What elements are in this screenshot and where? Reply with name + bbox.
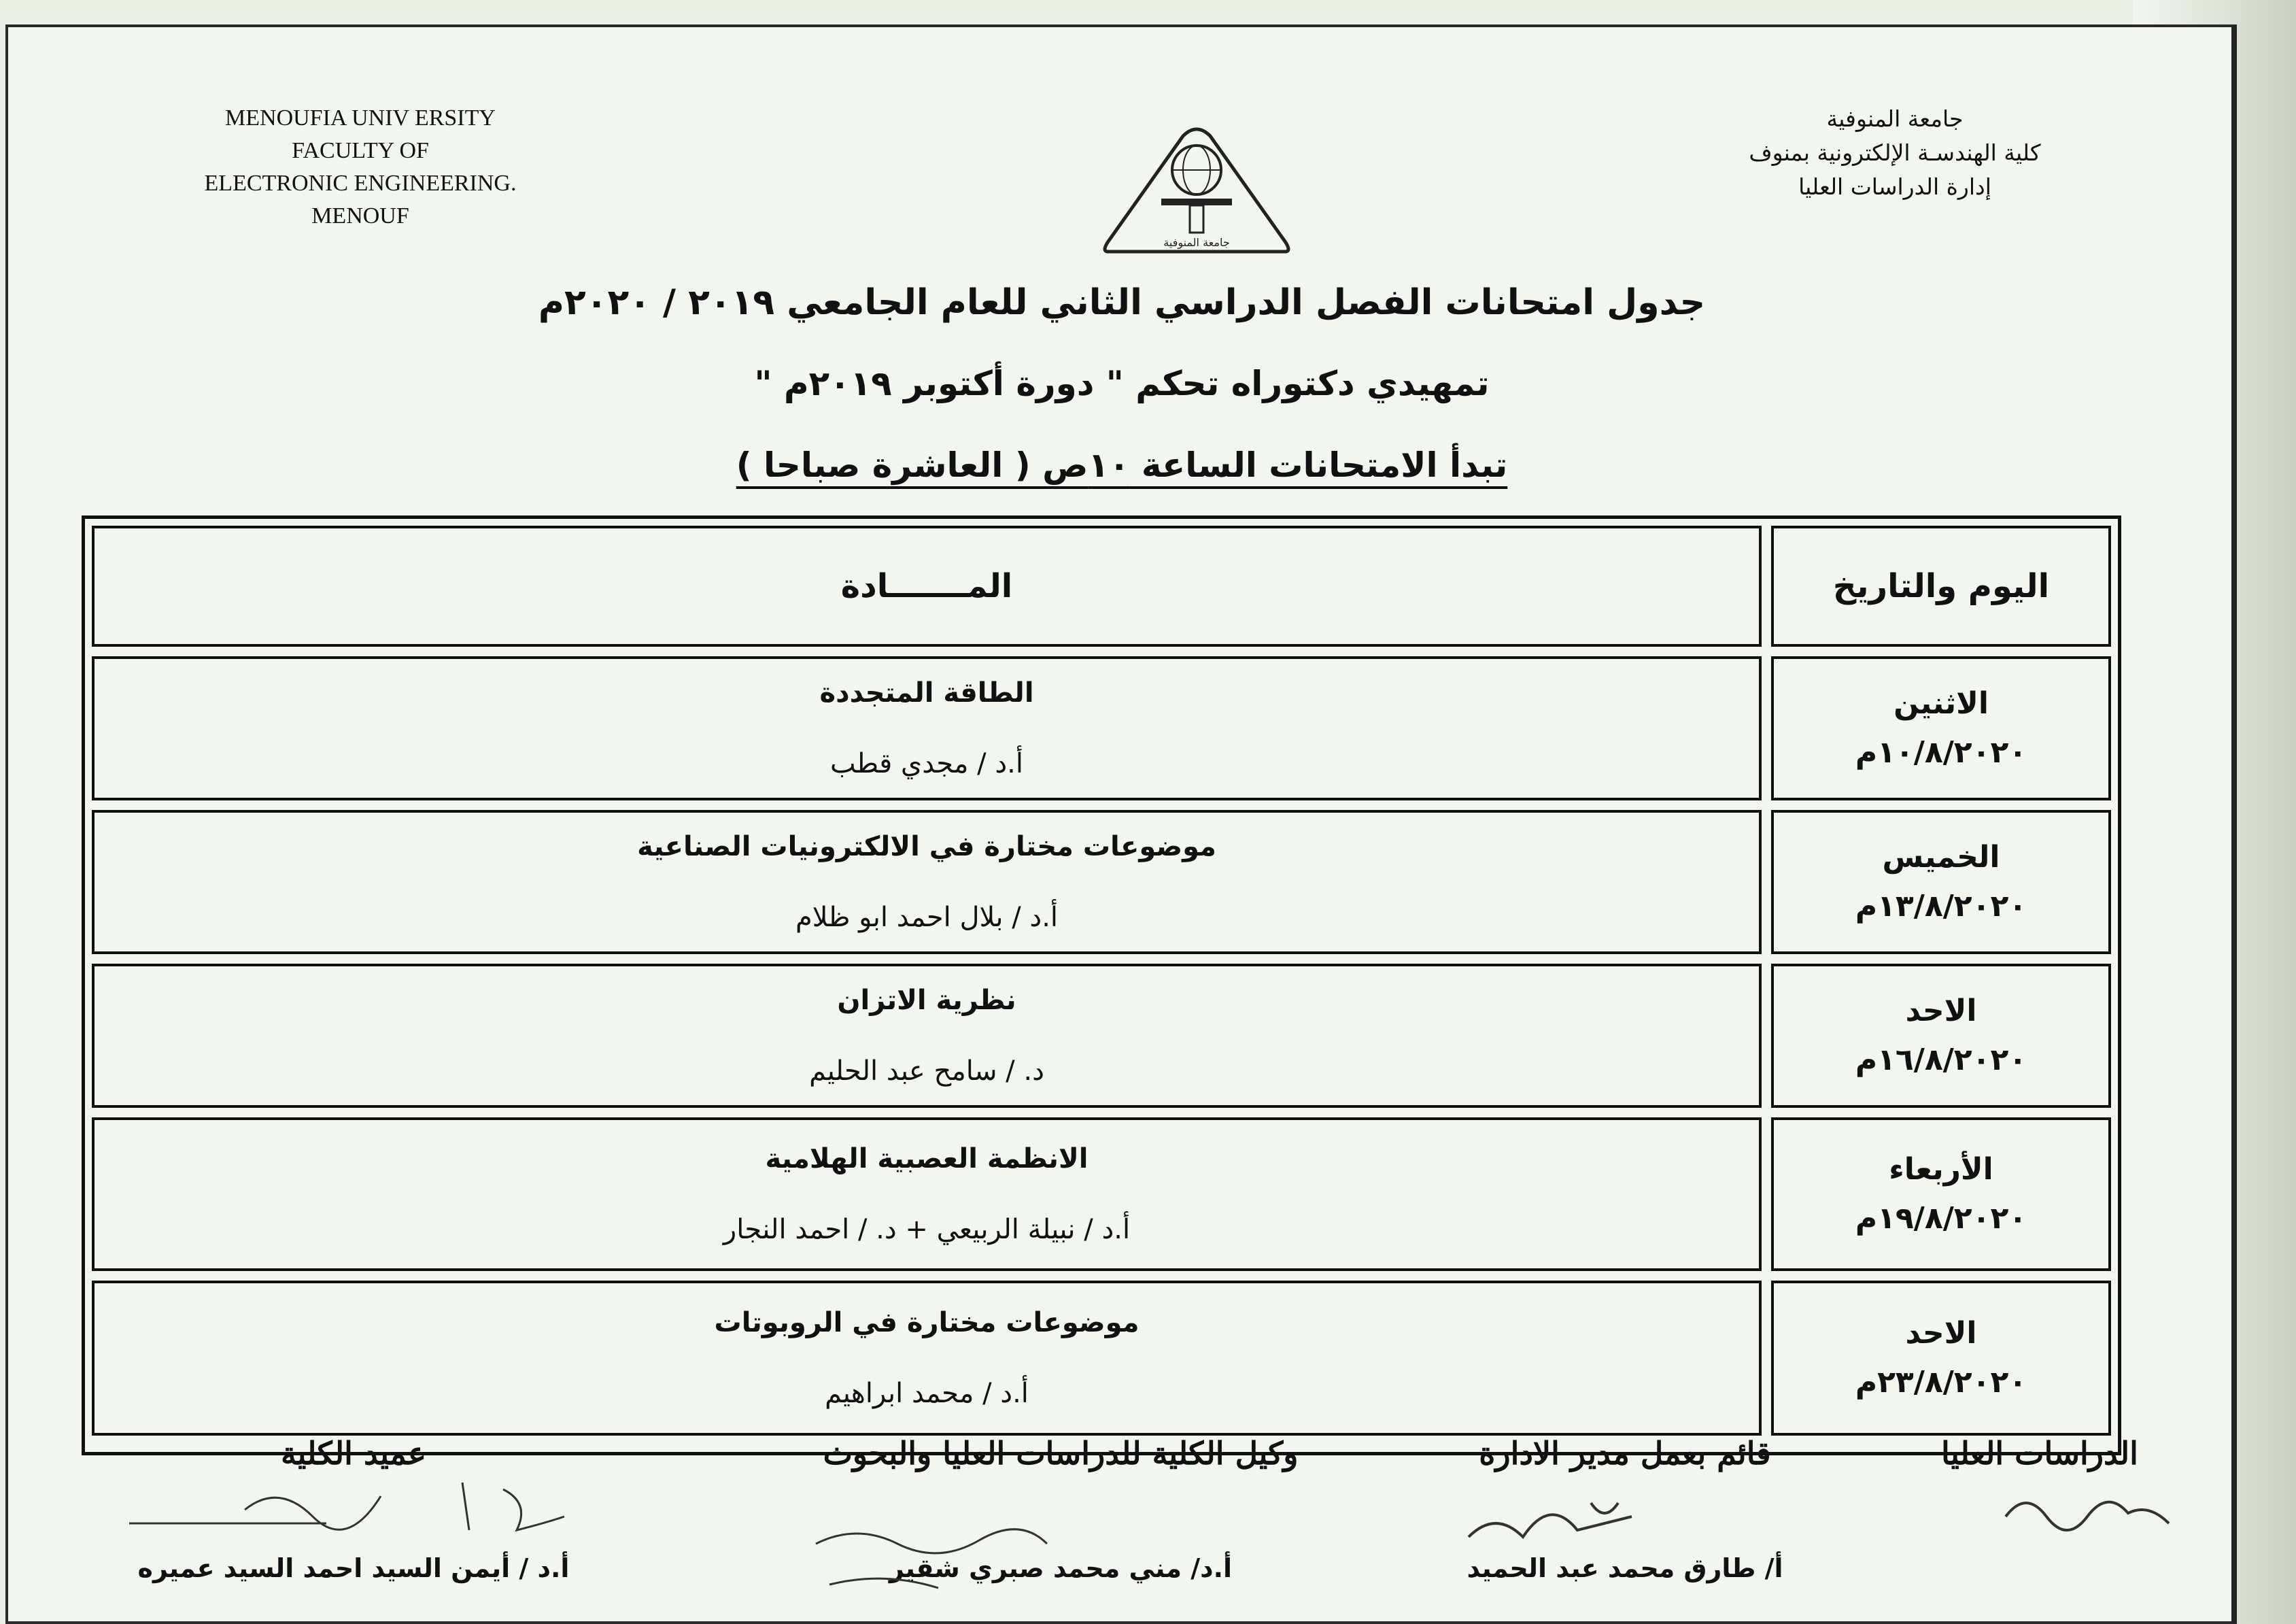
table-row [92, 1281, 2111, 1436]
exam-table [82, 515, 2121, 1455]
day: الأربعاء [1889, 1152, 1993, 1187]
handwritten-signature-dean [122, 1469, 571, 1551]
date-cell [1771, 810, 2111, 954]
university-logo [1095, 122, 1299, 265]
date-cell [1771, 1281, 2111, 1436]
subject: الانظمة العصبية الهلامية [765, 1143, 1089, 1174]
signatures-area [54, 1435, 2196, 1605]
date: ١٠/٨/٢٠٢٠م [1855, 735, 2027, 770]
date-cell [1771, 1117, 2111, 1271]
signature-role: وكيل الكلية للدراسات العليا والبحوث [823, 1435, 1299, 1472]
subject-cell [92, 656, 1762, 800]
english-header [150, 102, 571, 233]
arabic-header [1657, 102, 2133, 204]
date: ١٦/٨/٢٠٢٠م [1855, 1043, 2027, 1077]
subject: موضوعات مختارة في الروبوتات [714, 1307, 1140, 1338]
date-cell [1771, 656, 2111, 800]
subject: موضوعات مختارة في الالكترونيات الصناعية [637, 831, 1216, 862]
date: ١٣/٨/٢٠٢٠م [1855, 889, 2027, 924]
signature-name: أ/ طارق محمد عبد الحميد [1467, 1553, 1783, 1583]
date: ١٩/٨/٢٠٢٠م [1855, 1201, 2027, 1236]
date-cell [1771, 964, 2111, 1108]
header-subject: المـــــــادة [92, 526, 1762, 647]
handwritten-signature-graduate [1999, 1476, 2176, 1544]
table-row [92, 656, 2111, 800]
instructor: أ.د / مجدي قطب [829, 748, 1024, 779]
signature-graduate-studies [1897, 1435, 2182, 1472]
en-faculty-name: ELECTRONIC ENGINEERING. [204, 171, 517, 196]
day: الاحد [1905, 994, 1977, 1028]
handwritten-signature-admin [1455, 1483, 1673, 1557]
instructor: أ.د / نبيلة الربيعي + د. / احمد النجار [723, 1214, 1131, 1245]
subject-cell [92, 1117, 1762, 1271]
instructor: أ.د / بلال احمد ابو ظلام [795, 902, 1059, 933]
en-faculty: FACULTY OF [292, 138, 429, 163]
ar-department: إدارة الدراسات العليا [1798, 173, 1991, 200]
day: الاثنين [1894, 686, 1989, 721]
ar-faculty: كلية الهندسـة الإلكترونية بمنوف [1749, 139, 2041, 166]
title-start-time [476, 445, 1768, 485]
instructor: أ.د / محمد ابراهيم [825, 1378, 1029, 1409]
subject-cell [92, 810, 1762, 954]
date: ٢٣/٨/٢٠٢٠م [1855, 1365, 2027, 1400]
table-row [92, 1117, 2111, 1271]
subject: الطاقة المتجددة [819, 677, 1034, 709]
table-header-row [92, 526, 2111, 647]
signature-name: أ.د / أيمن السيد احمد السيد عميره [137, 1553, 570, 1583]
signature-role: عميد الكلية [280, 1435, 427, 1472]
instructor: د. / سامح عبد الحليم [809, 1055, 1044, 1087]
subject: نظرية الاتزان [837, 985, 1016, 1016]
signature-role: قائم بعمل مدير الادارة [1479, 1435, 1771, 1472]
title-schedule: جدول امتحانات الفصل الدراسي الثاني للعام الجامعي ٢٠١٩ / ٢٠٢٠م [538, 282, 1706, 323]
en-city: MENOUF [311, 203, 409, 229]
signature-name: أ.د/ مني محمد صبري شقير [889, 1553, 1233, 1583]
title-program: تمهيدي دكتوراه تحكم " دورة أكتوبر ٢٠١٩م " [754, 364, 1490, 403]
en-university: MENOUFIA UNIV ERSITY [225, 105, 496, 131]
subject-cell [92, 1281, 1762, 1436]
day: الخميس [1882, 840, 2000, 875]
title-start-time-text: تبدأ الامتحانات الساعة ١٠ص ( العاشرة صباحا ) [736, 445, 1508, 485]
subject-cell [92, 964, 1762, 1108]
handwritten-signature-vice-dean [802, 1503, 1061, 1598]
day: الاحد [1905, 1316, 1977, 1351]
signature-role: الدراسات العليا [1941, 1435, 2138, 1472]
header-date: اليوم والتاريخ [1771, 526, 2111, 647]
table-row [92, 964, 2111, 1108]
logo-caption: جامعة المنوفية [1163, 236, 1230, 249]
ar-university: جامعة المنوفية [1826, 105, 1964, 132]
table-row [92, 810, 2111, 954]
